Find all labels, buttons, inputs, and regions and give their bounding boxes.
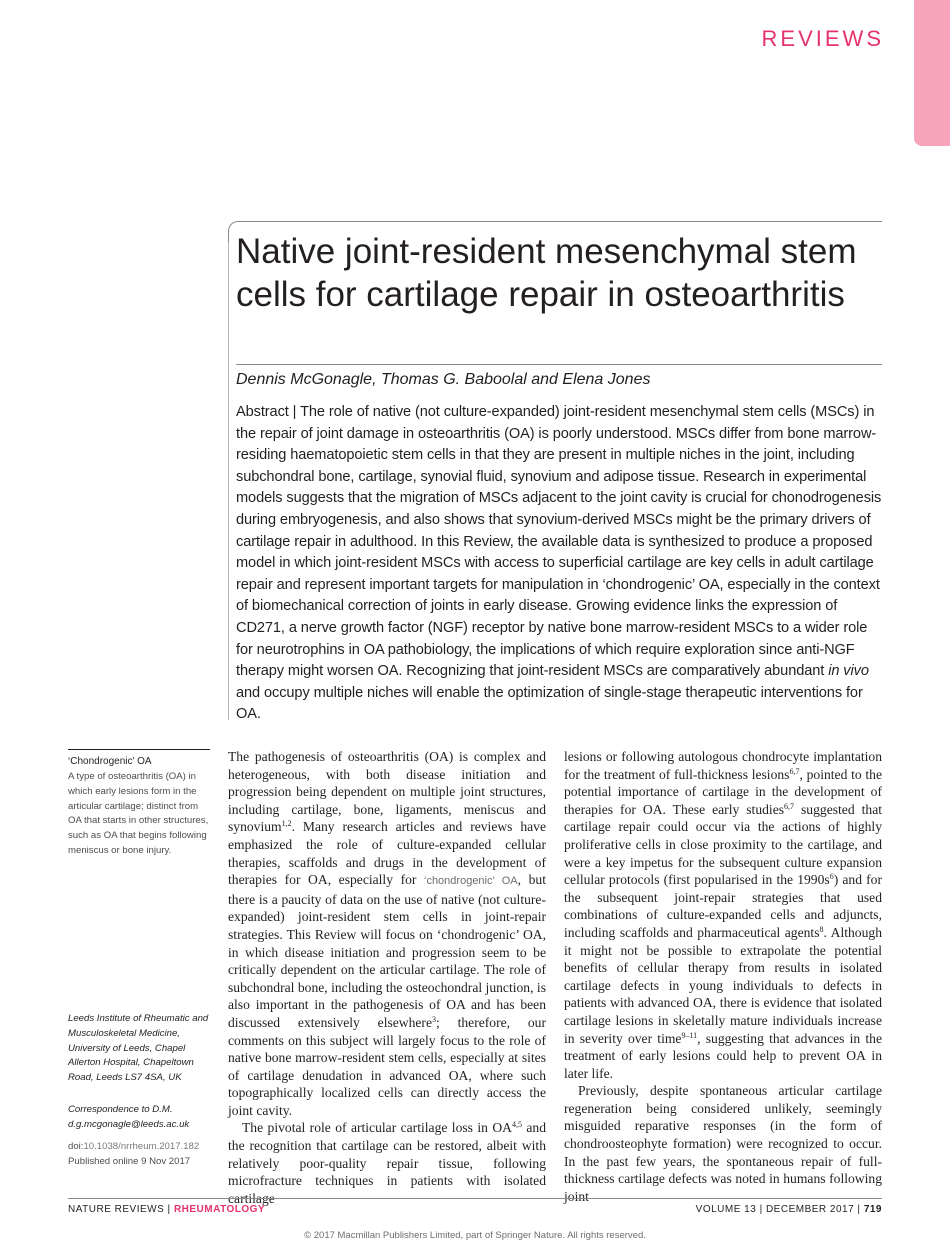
body-text: ) and for the subsequent joint-repair strategies that used combinations of culture-expanded cells and adjuncts, including scaffolds and pharmaceutical agents xyxy=(564,872,882,940)
citation-ref[interactable]: 8 xyxy=(819,924,824,934)
body-text: and the recognition that cartilage can be restored, albeit with relatively poor-quality repair tissue, following microfracture techniques in patients with isolated cartilage xyxy=(228,1120,546,1206)
glossary-definition: A type of osteoarthritis (OA) in which early lesions form in the articular cartilage; distinct from OA that starts in other structures, such as OA that begins following meniscus or bone injury. xyxy=(68,771,209,856)
body-column-1 xyxy=(228,748,546,1207)
footer-separator: | xyxy=(756,1204,766,1215)
citation-ref[interactable]: 9–11 xyxy=(681,1030,698,1040)
body-text: , pointed to the potential importance of cartilage in the development of therapies for OA. These early studies xyxy=(564,766,883,817)
abstract-text-2: and occupy multiple niches will enable the optimization of single-stage therapeutic interventions for OA. xyxy=(236,684,863,723)
author-list: Dennis McGonagle, Thomas G. Baboolal and Elena Jones xyxy=(236,371,651,388)
abstract-italic: in vivo xyxy=(828,663,869,680)
body-text: lesions or following autologous chondrocyte implantation for the treatment of full-thickness lesions xyxy=(564,749,882,782)
body-paragraph xyxy=(228,1119,546,1207)
published-date: Published online 9 Nov 2017 xyxy=(68,1155,191,1167)
volume: VOLUME 13 xyxy=(695,1204,757,1215)
title-top-rule xyxy=(236,221,882,222)
copyright: © 2017 Macmillan Publishers Limited, part of Springer Nature. All rights reserved. xyxy=(304,1230,646,1241)
correspondence-label: Correspondence to D.M. xyxy=(68,1104,173,1115)
issue-date: DECEMBER 2017 xyxy=(765,1204,855,1215)
body-text: . Many research articles and reviews have emphasized the role of culture-expanded cellular therapies, scaffolds and drugs in the development of therapies for OA, especially for xyxy=(228,819,546,888)
body-text: suggested that cartilage repair could occur via the actions of highly proliferative cells in close proximity to the cartilage, and were a key impetus for the subsequent culture expansion cellular protocols (first popularised in the 1990s xyxy=(564,801,882,888)
citation-ref[interactable]: 1,2 xyxy=(281,819,292,829)
body-text: , suggesting that advances in the treatment of early lesions could help to prevent OA in later life. xyxy=(564,1030,882,1081)
citation-ref[interactable]: 6,7 xyxy=(784,801,795,811)
body-text: , but there is a paucity of data on the use of native (not culture-expanded) joint-resident stem cells in joint-repair strategies. This Review will focus on ‘chondrogenic’ OA, in which disease initiation and progression seem to be critically dependent on the articular cartilage. The role of subchondral bone, including the osteochondral junction, is also important in the pathogenesis of OA and has been discussed extensively elsewhere xyxy=(228,872,546,1030)
citation-ref[interactable]: 4,5 xyxy=(511,1120,522,1130)
correspondence-email[interactable]: d.g.mcgonagle@leeds.ac.uk xyxy=(68,1118,190,1130)
doi-label: doi: xyxy=(68,1141,84,1152)
author-affiliation: Leeds Institute of Rheumatic and Musculoskeletal Medicine, University of Leeds, Chapel Allerton Hospital, Chapeltown Road, Leeds LS7 4SA, UK xyxy=(68,1013,209,1084)
citation-ref[interactable]: 6 xyxy=(829,872,834,882)
footer-separator: | xyxy=(854,1204,864,1215)
body-paragraph xyxy=(228,748,546,1119)
citation-ref[interactable]: 6,7 xyxy=(789,766,800,776)
glossary-term: ‘Chondrogenic’ OA xyxy=(68,756,152,767)
body-paragraph: Previously, despite spontaneous articular cartilage regeneration being considered unlikely, seemingly misguided reparative responses (in the form of chondroosteophyte formation) were recognized to occur. In the past few years, the spontaneous repair of full-thickness cartilage defects was noted in humans following joint xyxy=(564,1083,882,1204)
body-paragraph xyxy=(564,748,882,1082)
section-label: REVIEWS xyxy=(761,26,884,51)
footer-rule xyxy=(68,1198,882,1199)
footer-separator: | xyxy=(164,1204,174,1215)
glossary-term-link[interactable]: ‘chondrogenic’ OA xyxy=(424,875,518,888)
section-tab xyxy=(914,0,950,146)
title-bottom-rule xyxy=(236,364,882,365)
abstract-text-1: The role of native (not culture-expanded) joint-resident mesenchymal stem cells (MSCs) in the repair of joint damage in osteoarthritis (OA) is poorly understood. MSCs differ from bone marrow-residing haematopoietic stem cells in that they are present in multiple niches in the joint, including subchondral bone, cartilage, synovial fluid, synovium and adipose tissue. Research in experimental models suggests that the migration of MSCs adjacent to the joint cavity is crucial for chonodrogenesis during embryogenesis, and also shows that synovium-derived MSCs might be the primary drivers of cartilage repair in adulthood. In this Review, the available data is synthesized to produce a proposed model in which joint-resident MSCs with access to superficial cartilage are key cells in adult cartilage repair and represent important targets for manipulation in ‘chondrogenic’ OA, especially in the context of biomechanical correction of joints in early disease. Growing evidence links the expression of CD271, a nerve growth factor (NGF) receptor by native bone marrow-resident MSCs to a wider role for neurotrophins in OA pathobiology, the implications of which require exploration since anti-NGF therapy might worsen OA. Recognizing that joint-resident MSCs are comparatively abundant xyxy=(236,404,882,680)
body-text: The pivotal role of articular cartilage loss in OA xyxy=(242,1120,512,1136)
body-text: The pathogenesis of osteoarthritis (OA) is complex and heterogeneous, with both disease initiation and progression being dependent on multiple joint structures, including cartilage, bone, ligaments, meniscus and synovium xyxy=(228,749,546,835)
journal-title: NATURE REVIEWS xyxy=(68,1204,165,1215)
abstract xyxy=(236,402,886,726)
doi-link[interactable]: 10.1038/nrrheum.2017.182 xyxy=(83,1141,200,1152)
article-title: Native joint-resident mesenchymal stem cells for cartilage repair in osteoarthritis xyxy=(236,232,857,314)
correspondence xyxy=(68,1103,210,1133)
body-text: ; therefore, our comments on this subject will largely focus to the role of native bone marrow-resident stem cells, especially at sites of cartilage denudation in advanced OA, where such topographically localized cells can directly access the joint cavity. xyxy=(228,1014,546,1118)
body-text: . Although it might not be possible to extrapolate the potential benefits of cellular therapy from results in isolated cartilage defects in young individuals to defects in patients with advanced OA, there is evidence that isolated cartilage lesions in skeletally mature individuals increase in severity over time xyxy=(564,924,882,1046)
citation-ref[interactable]: 3 xyxy=(432,1014,436,1024)
abstract-label: Abstract | xyxy=(236,404,301,420)
glossary-rule xyxy=(68,749,210,750)
publication-info xyxy=(68,1140,210,1170)
issue-info xyxy=(640,1204,882,1215)
journal-name xyxy=(68,1204,265,1215)
abstract-side-rule xyxy=(228,242,229,720)
page-number: 719 xyxy=(863,1204,882,1215)
body-column-2 xyxy=(564,748,882,1205)
journal-section: RHEUMATOLOGY xyxy=(173,1204,266,1215)
